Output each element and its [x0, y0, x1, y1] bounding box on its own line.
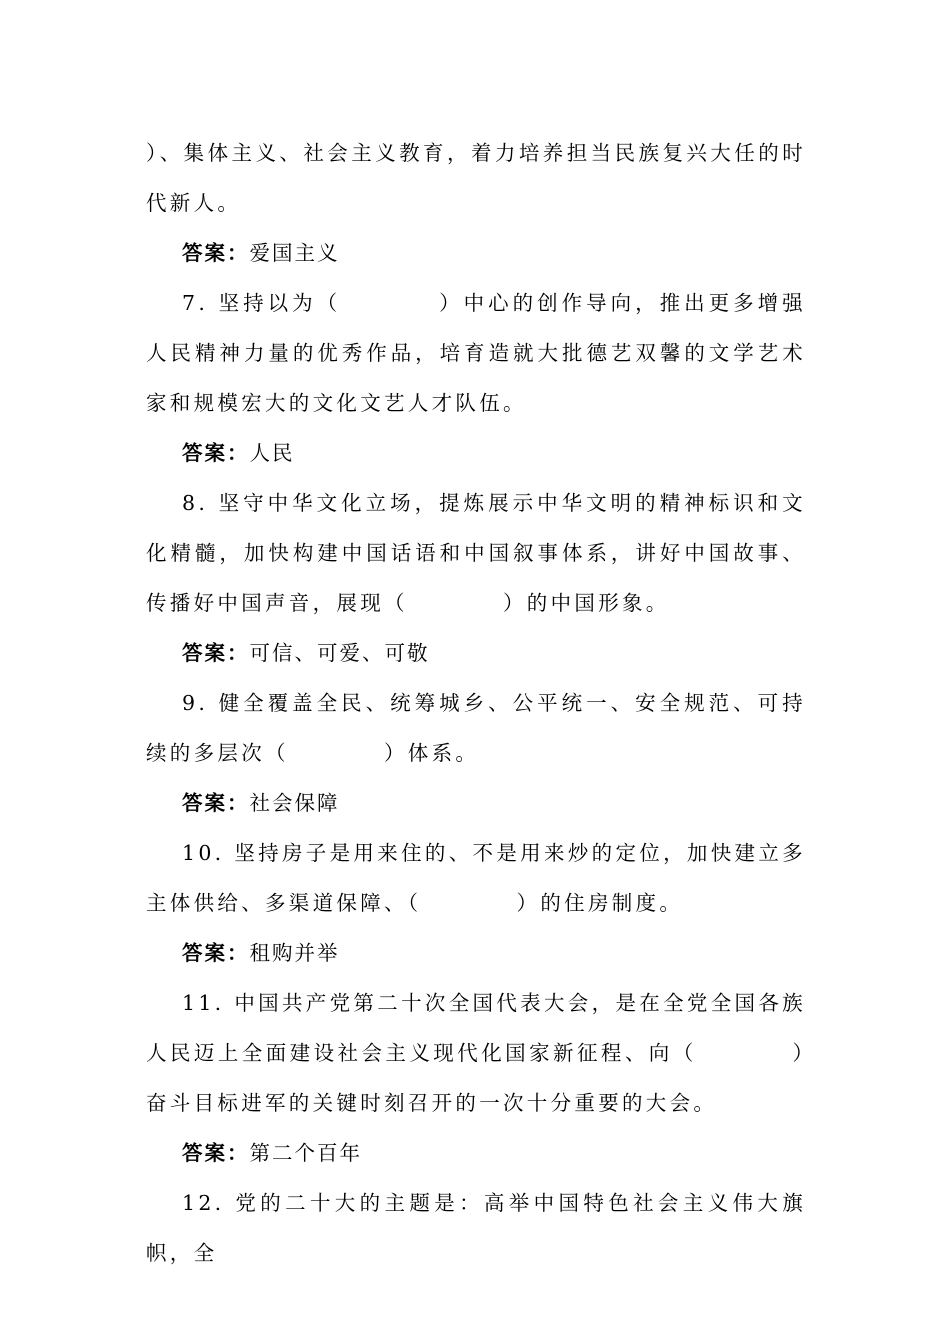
- document-body: [146, 128, 806, 1278]
- question-9: 9. 健全覆盖全民、统筹城乡、公平统一、安全规范、可持续的多层次（ ）体系。: [146, 691, 806, 765]
- question-12: 12. 党的二十大的主题是：高举中国特色社会主义伟大旗帜，全: [146, 1191, 806, 1265]
- answer-line: [146, 928, 806, 978]
- answer-line: [146, 428, 806, 478]
- answer-text: 可信、可爱、可敬: [249, 641, 430, 665]
- answer-label: 答案：: [182, 941, 250, 965]
- question-10: 10. 坚持房子是用来住的、不是用来炒的定位，加快建立多主体供给、多渠道保障、（ ）的住房制度。: [146, 841, 806, 915]
- answer-label: 答案：: [182, 241, 250, 265]
- answer-label: 答案：: [182, 441, 250, 465]
- answer-text: 人民: [249, 441, 295, 465]
- answer-line: [146, 778, 806, 828]
- answer-label: 答案：: [182, 791, 250, 815]
- answer-line: [146, 628, 806, 678]
- answer-text: 租购并举: [249, 941, 340, 965]
- question-7: 7. 坚持以为（ ）中心的创作导向，推出更多增强人民精神力量的优秀作品，培育造就大批德艺双馨的文学艺术家和规模宏大的文化文艺人才队伍。: [146, 291, 806, 415]
- question-text: ）、集体主义、社会主义教育，着力培养担当民族复兴大任的时代新人。: [146, 141, 806, 215]
- question-8: 8. 坚守中华文化立场，提炼展示中华文明的精神标识和文化精髓，加快构建中国话语和中国叙事体系，讲好中国故事、传播好中国声音，展现（ ）的中国形象。: [146, 491, 806, 615]
- answer-text: 爱国主义: [249, 241, 340, 265]
- answer-line: [146, 1128, 806, 1178]
- question-11: 11. 中国共产党第二十次全国代表大会，是在全党全国各族人民迈上全面建设社会主义现代化国家新征程、向（ ）奋斗目标进军的关键时刻召开的一次十分重要的大会。: [146, 991, 806, 1115]
- answer-text: 社会保障: [249, 791, 340, 815]
- answer-line: [146, 228, 806, 278]
- answer-label: 答案：: [182, 1141, 250, 1165]
- answer-text: 第二个百年: [249, 1141, 362, 1165]
- answer-label: 答案：: [182, 641, 250, 665]
